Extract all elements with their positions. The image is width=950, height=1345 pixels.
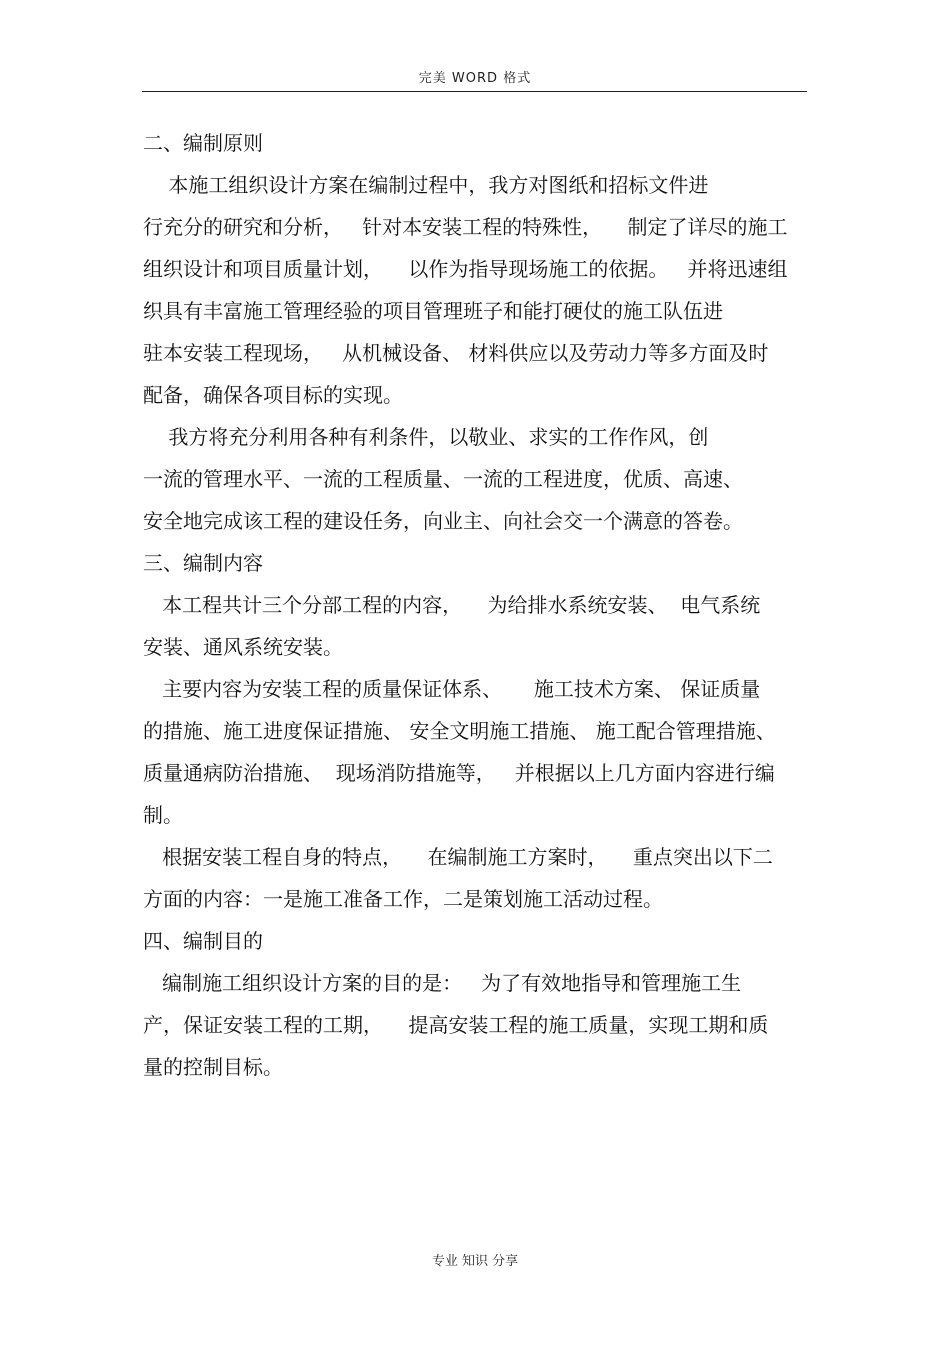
page-header: 完美 WORD 格式	[418, 71, 532, 86]
paragraph-line: 方面的内容：一是施工准备工作，二是策划施工活动过程。	[143, 887, 663, 911]
paragraph-line: 组织设计和项目质量计划， 以作为指导现场施工的依据。 并将迅速组	[143, 257, 788, 281]
section-heading-contents: 三、编制内容	[143, 551, 263, 575]
page-footer: 专业 知识 分享	[431, 1254, 519, 1269]
paragraph-line: 一流的管理水平、一流的工程质量、一流的工程进度，优质、高速、	[143, 467, 743, 491]
paragraph-line: 根据安装工程自身的特点， 在编制施工方案时， 重点突出以下二	[143, 845, 773, 869]
paragraph-line: 量的控制目标。	[143, 1055, 283, 1079]
paragraph-line: 我方将充分利用各种有利条件，以敬业、求实的工作作风，创	[143, 425, 709, 449]
paragraph-line: 质量通病防治措施、 现场消防措施等， 并根据以上几方面内容进行编	[143, 761, 775, 785]
paragraph-line: 织具有丰富施工管理经验的项目管理班子和能打硬仗的施工队伍进	[143, 299, 723, 323]
paragraph-line: 产，保证安装工程的工期， 提高安装工程的施工质量，实现工期和质	[143, 1013, 769, 1037]
paragraph-line: 行充分的研究和分析， 针对本安装工程的特殊性， 制定了详尽的施工	[143, 215, 788, 239]
paragraph-line: 驻本安装工程现场， 从机械设备、 材料供应以及劳动力等多方面及时	[143, 341, 769, 365]
paragraph-line: 配备，确保各项目标的实现。	[143, 383, 403, 407]
paragraph-line: 的措施、施工进度保证措施、 安全文明施工措施、 施工配合管理措施、	[143, 719, 776, 743]
paragraph-line: 本施工组织设计方案在编制过程中，我方对图纸和招标文件进	[143, 173, 709, 197]
section-heading-principles: 二、编制原则	[143, 131, 263, 155]
header-divider	[142, 91, 807, 92]
paragraph-line: 制。	[143, 803, 183, 827]
paragraph-line: 安装、通风系统安装。	[143, 635, 343, 659]
paragraph-line: 安全地完成该工程的建设任务，向业主、向社会交一个满意的答卷。	[143, 509, 743, 533]
section-heading-purpose: 四、编制目的	[143, 929, 263, 953]
paragraph-line: 本工程共计三个分部工程的内容， 为给排水系统安装、 电气系统	[143, 593, 761, 617]
paragraph-line: 编制施工组织设计方案的目的是： 为了有效地指导和管理施工生	[143, 971, 742, 995]
paragraph-line: 主要内容为安装工程的质量保证体系、 施工技术方案、 保证质量	[143, 677, 761, 701]
